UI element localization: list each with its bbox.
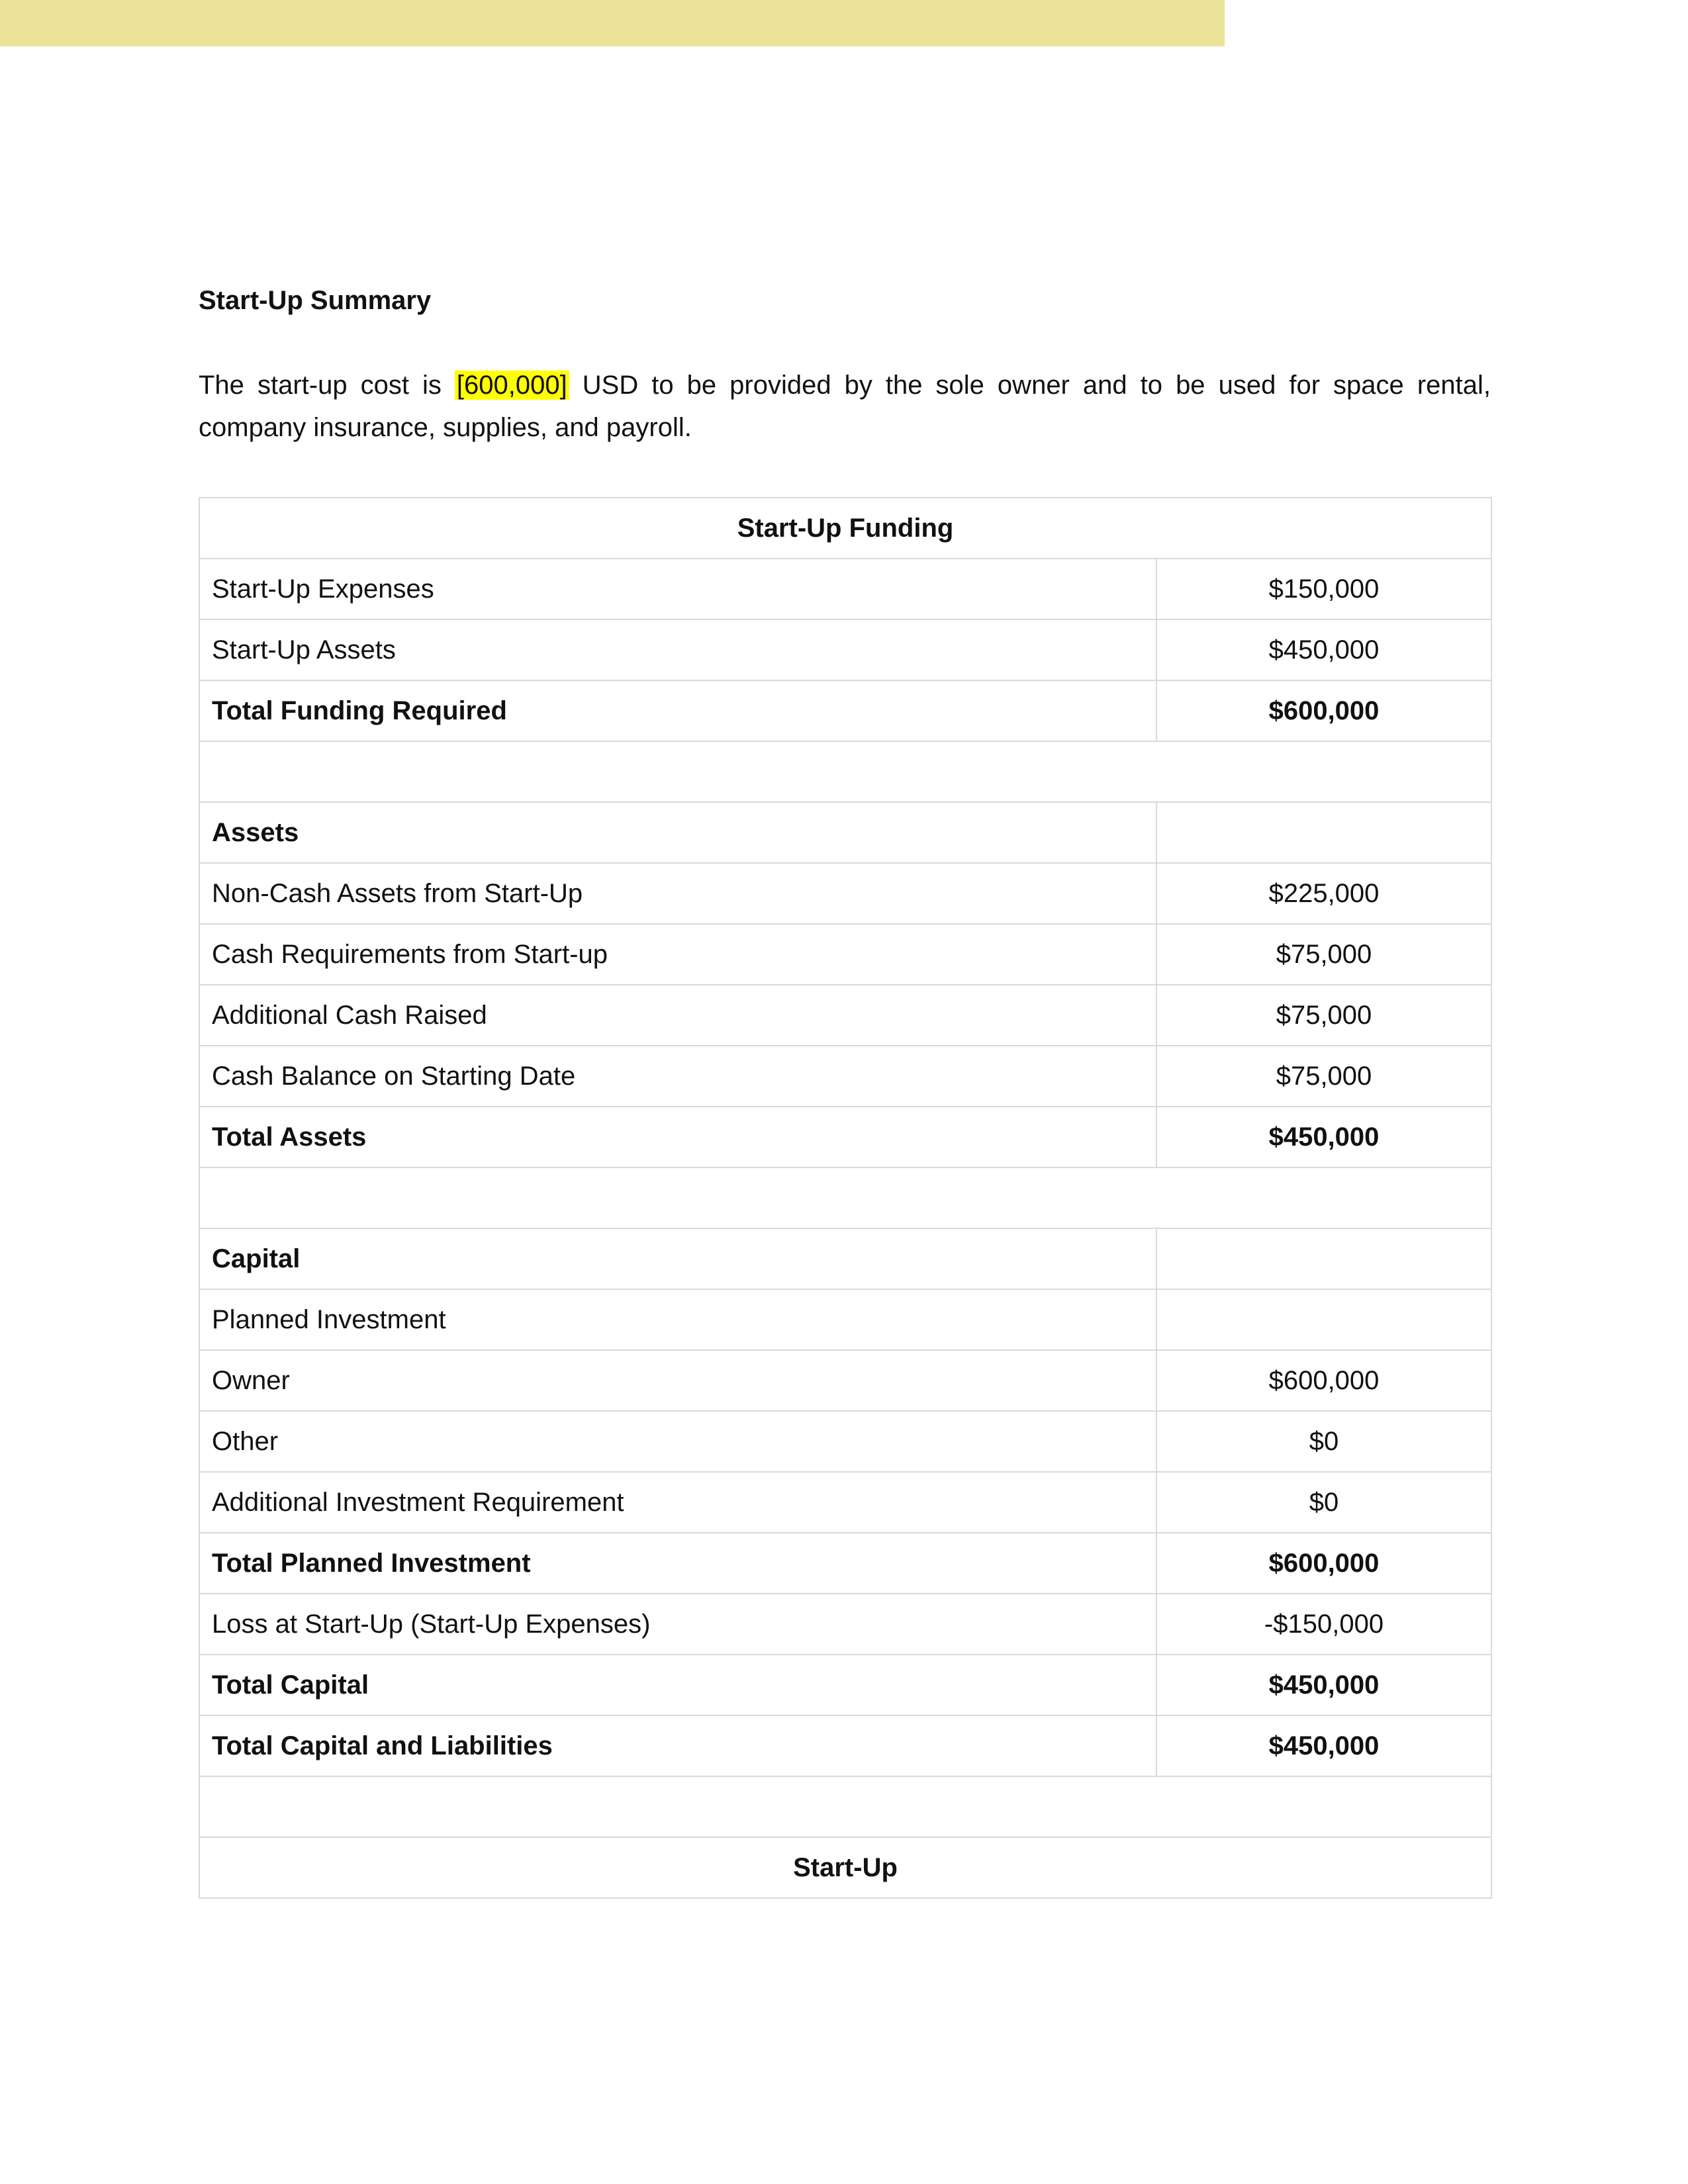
table-row [199,1289,1491,1350]
row-value: $150,000 [1156,559,1491,619]
row-label: Total Funding Required [199,680,1156,741]
row-value: $450,000 [1156,619,1491,680]
table-row [199,559,1491,619]
table-row [199,1107,1491,1167]
row-value [1156,1289,1491,1350]
row-label: Cash Requirements from Start-up [199,924,1156,985]
table-row [199,1350,1491,1411]
row-value: $75,000 [1156,1046,1491,1107]
spacer-row [199,741,1491,802]
table-row [199,1472,1491,1533]
table-caption-row [199,498,1491,559]
spacer-row [199,1167,1491,1228]
row-label: Additional Investment Requirement [199,1472,1156,1533]
header-accent-band [0,0,1225,46]
table-footer-row [199,1837,1491,1898]
table-row [199,802,1491,863]
row-value: $600,000 [1156,1533,1491,1594]
row-label: Cash Balance on Starting Date [199,1046,1156,1107]
row-label: Non-Cash Assets from Start-Up [199,863,1156,924]
table-row [199,1046,1491,1107]
row-label: Assets [199,802,1156,863]
highlighted-amount: [600,000] [455,371,569,400]
row-label: Other [199,1411,1156,1472]
row-value [1156,1228,1491,1289]
table-row [199,985,1491,1046]
row-label: Owner [199,1350,1156,1411]
row-label: Start-Up Expenses [199,559,1156,619]
row-value: $225,000 [1156,863,1491,924]
row-value: -$150,000 [1156,1594,1491,1655]
table-row [199,1594,1491,1655]
row-value: $0 [1156,1411,1491,1472]
table-footer-caption: Start-Up [199,1837,1491,1898]
startup-funding-table [199,497,1492,1899]
row-value: $75,000 [1156,985,1491,1046]
spacer-row [199,1776,1491,1837]
table-row [199,863,1491,924]
row-value [1156,802,1491,863]
startup-funding-table-body [199,498,1491,1898]
table-row [199,924,1491,985]
table-row [199,1411,1491,1472]
row-value: $0 [1156,1472,1491,1533]
row-label: Total Capital [199,1655,1156,1715]
intro-text-before: The start-up cost is [199,371,455,400]
row-label: Planned Investment [199,1289,1156,1350]
row-label: Total Assets [199,1107,1156,1167]
section-title: Start-Up Summary [199,286,432,315]
spacer-cell [199,1776,1491,1837]
spacer-cell [199,1167,1491,1228]
row-value: $450,000 [1156,1655,1491,1715]
intro-text-after: USD to be provided by the sole owner and to be used for space rental, company insurance, supplies, and payroll. [199,371,1491,442]
table-caption: Start-Up Funding [199,498,1491,559]
table-row [199,1715,1491,1776]
row-label: Total Planned Investment [199,1533,1156,1594]
row-value: $450,000 [1156,1715,1491,1776]
table-row [199,619,1491,680]
table-row [199,1228,1491,1289]
row-value: $75,000 [1156,924,1491,985]
row-value: $600,000 [1156,680,1491,741]
row-label: Start-Up Assets [199,619,1156,680]
row-value: $450,000 [1156,1107,1491,1167]
row-label: Loss at Start-Up (Start-Up Expenses) [199,1594,1156,1655]
spacer-cell [199,741,1491,802]
row-label: Additional Cash Raised [199,985,1156,1046]
table-row [199,1533,1491,1594]
table-row [199,680,1491,741]
row-value: $600,000 [1156,1350,1491,1411]
row-label: Capital [199,1228,1156,1289]
intro-paragraph [199,364,1491,449]
table-row [199,1655,1491,1715]
row-label: Total Capital and Liabilities [199,1715,1156,1776]
